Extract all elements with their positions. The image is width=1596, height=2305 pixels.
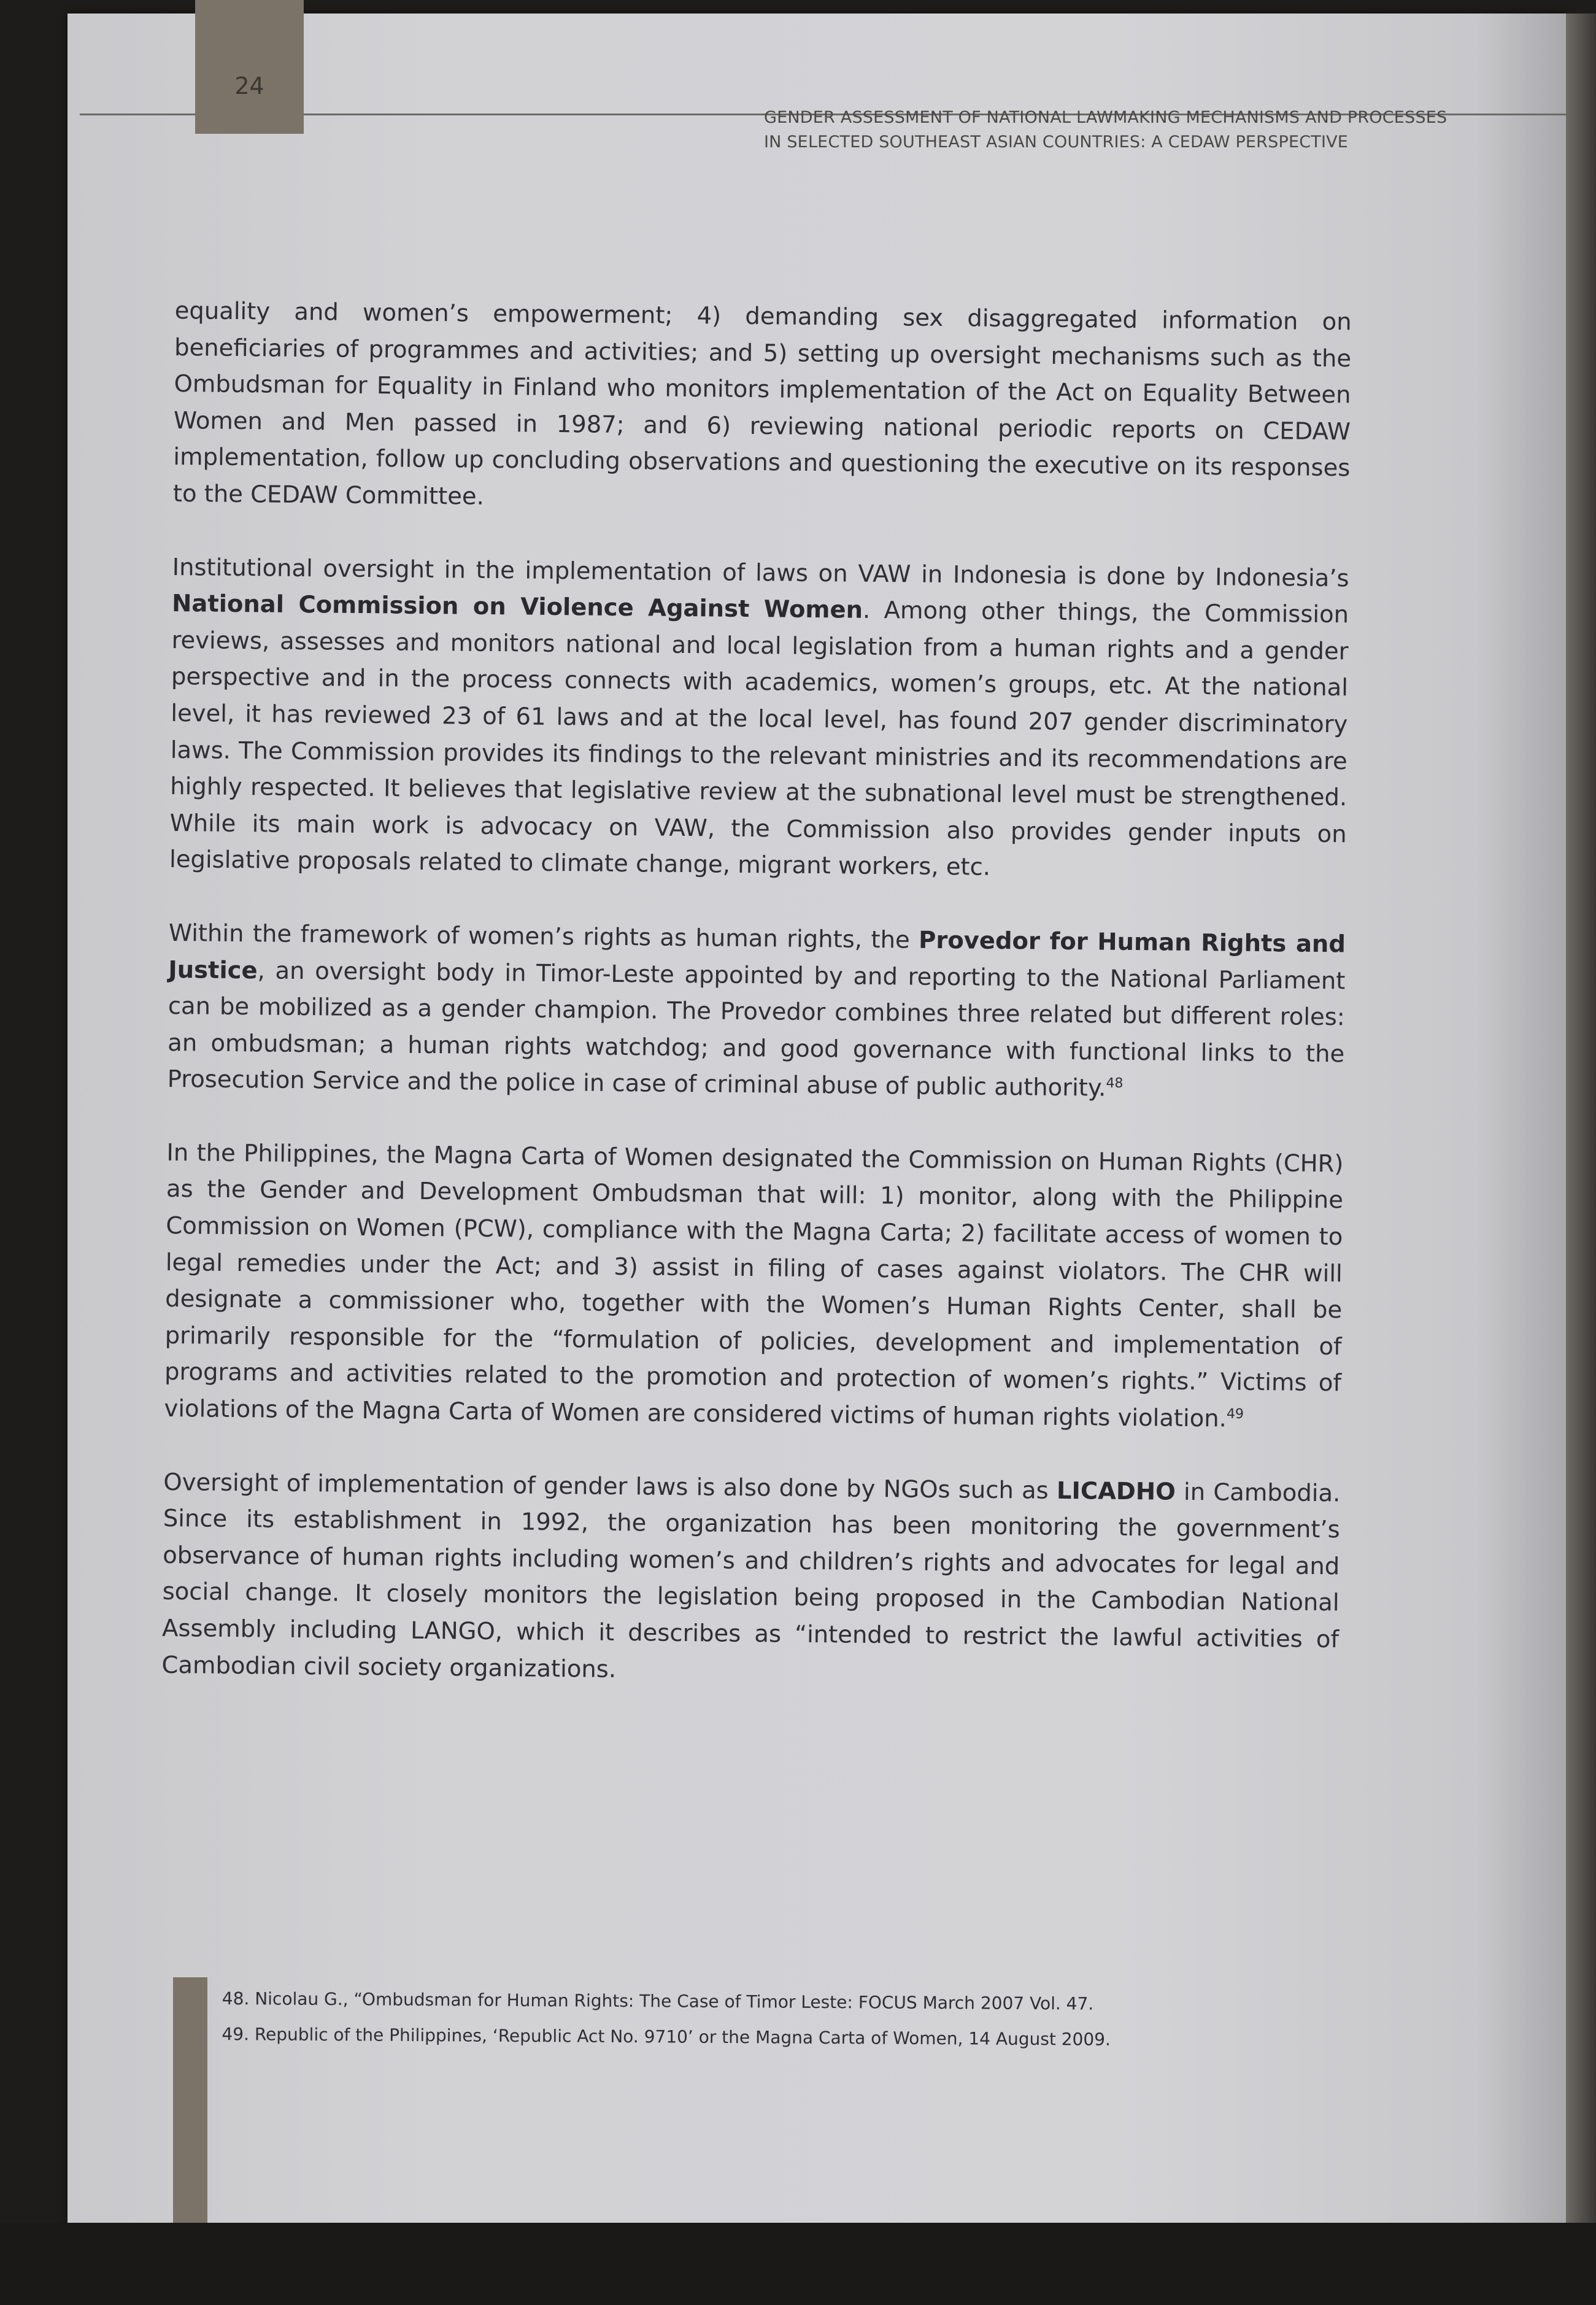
paragraph-3-text-a: Within the framework of women’s rights as human rights, the [168, 919, 919, 954]
header-title-line-1: GENDER ASSESSMENT OF NATIONAL LAWMAKING MECHANISMS AND PROCESSES [764, 108, 1448, 127]
running-header [764, 106, 1447, 155]
paragraph-1 [173, 293, 1352, 523]
paragraph-3 [167, 915, 1346, 1109]
paragraph-2-text-a: Institutional oversight in the implementation of laws on VAW in Indonesia is done by Indonesia’s [172, 553, 1349, 592]
paragraph-5-bold: LICADHO [1056, 1477, 1176, 1506]
paragraph-2 [169, 549, 1349, 890]
paragraph-5-text-b: in Cambodia. Since its establishment in 1992, the organization has been monitoring the government’s observance of human rights including women’s and children’s rights and advocates for legal and social change. It closely monitors the legislation being proposed in the Cambodian National Assembly including LANGO, which it describes as “intended to restrict the lawful activities of Cambodian civil society organizations. [161, 1478, 1341, 1683]
paragraph-3-bold: Provedor for Human Rights and Justice [168, 926, 1346, 984]
footnotes [222, 1981, 1265, 2058]
paragraph-1-text: equality and women’s empowerment; 4) demanding sex disaggregated information on beneficiaries of programmes and activities; and 5) setting up oversight mechanisms such as the Ombudsman for Equality in Finland who monitors implementation of the Act on Equality Between Women and Men passed in 1987; and 6) reviewing national periodic reports on CEDAW implementation, follow up concluding observations and questioning the executive on its responses to the CEDAW Committee. [172, 296, 1352, 511]
page-number: 24 [234, 72, 264, 99]
paragraph-5-text-a: Oversight of implementation of gender laws is also done by NGOs such as [163, 1468, 1057, 1505]
footnote-accent-bar [173, 1977, 207, 2223]
page-spine-edge [1566, 14, 1596, 2223]
page-bottom-edge [0, 2223, 1596, 2305]
footnote-ref-48[interactable]: 48 [1106, 1076, 1124, 1092]
paragraph-4-text: In the Philippines, the Magna Carta of Women designated the Commission on Human Rights (CHR) as the Gender and Development Ombudsman that will: 1) monitor, along with the Philippine Commission on Women (PCW), compliance with the Magna Carta; 2) facilitate access of women to legal remedies under the Act; and 3) assist in filing of cases against violators. The CHR will designate a commissioner who, together with the Women’s Human Rights Center, shall be primarily responsible for the “formulation of policies, development and implementation of programs and activities related to the promotion and protection of women’s rights.” Victims of violations of the Magna Carta of Women are considered victims of human rights violation. [164, 1138, 1344, 1433]
footnote-ref-49[interactable]: 49 [1226, 1406, 1244, 1423]
paragraph-4 [164, 1135, 1343, 1438]
page-number-tab [195, 0, 304, 134]
paragraph-2-bold: National Commission on Violence Against Women [171, 590, 863, 624]
paragraph-3-text-b: , an oversight body in Timor-Leste appointed by and reporting to the National Parliament can be mobilized as a gender champion. The Provedor combines three related but different roles: an ombudsman; a human rights watchdog; and good governance with functional links to the Prosecution Service and the police in case of criminal abuse of public authority. [167, 956, 1346, 1102]
paragraph-2-text-b: . Among other things, the Commission reviews, assesses and monitors national and local legislation from a human rights and a gender perspective and in the process connects with academics, women’s groups, etc. At the national level, it has reviewed 23 of 61 laws and at the local level, has found 207 gender discriminatory laws. The Commission provides its findings to the relevant ministries and its recommendations are highly respected. It believes that legislative review at the subnational level must be strengthened. While its main work is advocacy on VAW, the Commission also provides gender inputs on legislative proposals related to climate change, migrant workers, etc. [169, 596, 1349, 882]
body-text [161, 293, 1352, 1731]
header-title-line-2: IN SELECTED SOUTHEAST ASIAN COUNTRIES: A CEDAW PERSPECTIVE [764, 133, 1349, 152]
footnote-49: 49. Republic of the Philippines, ‘Republic Act No. 9710’ or the Magna Carta of Women, 14 August 2009. [222, 2023, 1111, 2050]
paragraph-5 [161, 1464, 1340, 1695]
footnote-48: 48. Nicolau G., “Ombudsman for Human Rights: The Case of Timor Leste: FOCUS March 2007 Vol. 47. [222, 1988, 1094, 2014]
